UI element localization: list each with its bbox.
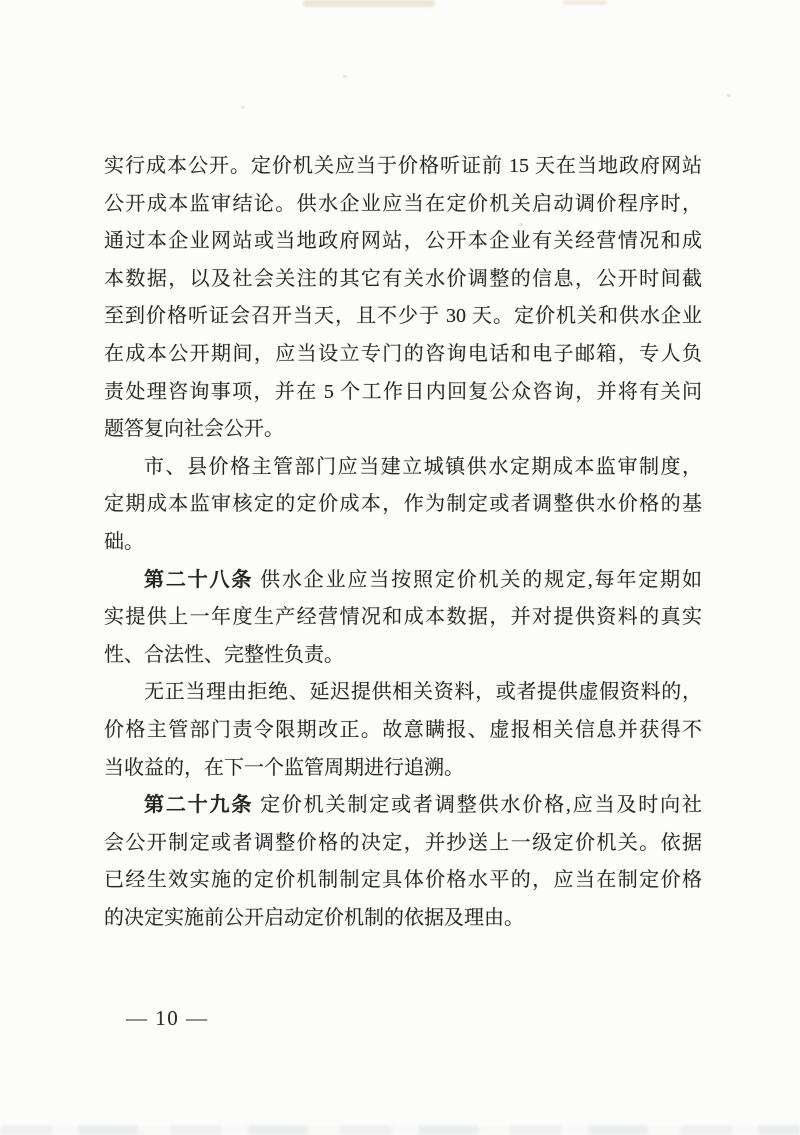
article-29-number: 第二十九条 [144,794,254,817]
page-number: — 10 — [126,1006,209,1030]
scan-speck [343,75,347,78]
text-line: 市、县价格主管部门应当建立城镇供水定期成本监审制度， [144,455,702,478]
scan-artifact-top-2 [563,0,607,5]
text-line: 题答复向社会公开。 [104,418,284,441]
text-line: 实提供上一年度生产经营情况和成本数据，并对提供资料的真实 [104,606,702,629]
text-line: 性、合法性、完整性负责。 [104,643,344,666]
text-line: 公开成本监审结论。供水企业应当在定价机关启动调价程序时， [104,192,702,215]
text-line: 会公开制定或者调整价格的决定，并抄送上一级定价机关。依据 [104,831,702,854]
text-line: 定期成本监审核定的定价成本，作为制定或者调整供水价格的基 [104,493,702,516]
article-28-number: 第二十八条 [144,568,254,591]
text-line: 当收益的，在下一个监管周期进行追溯。 [104,756,464,779]
text-line: 础。 [104,530,144,553]
text-line: 通过本企业网站或当地政府网站，公开本企业有关经营情况和成 [104,230,702,253]
scan-speck [727,94,731,97]
text-line: 实行成本公开。定价机关应当于价格听证前 15 天在当地政府网站 [104,155,702,177]
text-line: 在成本公开期间，应当设立专门的咨询电话和电子邮箱，专人负 [104,342,702,365]
text-line-article-29 [104,787,702,825]
scan-speck [241,106,245,109]
text-line: 责处理咨询事项，并在 5 个工作日内回复公众咨询，并将有关问 [104,380,702,403]
article-28-text: 供水企业应当按照定价机关的规定,每年定期如 [253,568,703,591]
scan-artifact-top [303,0,435,7]
article-29-text: 定价机关制定或者调整供水价格,应当及时向社 [253,794,703,817]
text-line-article-28 [104,562,702,600]
document-body [104,148,702,937]
text-line: 至到价格听证会召开当天，且不少于 30 天。定价机关和供水企业 [104,305,702,328]
text-line: 无正当理由拒绝、延迟提供相关资料，或者提供虚假资料的， [144,681,702,704]
scan-bleed-bottom [0,1125,800,1135]
text-line: 价格主管部门责令限期改正。故意瞒报、虚报相关信息并获得不 [104,718,702,741]
text-line: 本数据，以及社会关注的其它有关水价调整的信息，公开时间截 [104,267,702,290]
text-line: 的决定实施前公开启动定价机制的依据及理由。 [104,906,524,929]
text-line: 已经生效实施的定价机制制定具体价格水平的，应当在制定价格 [104,869,702,892]
